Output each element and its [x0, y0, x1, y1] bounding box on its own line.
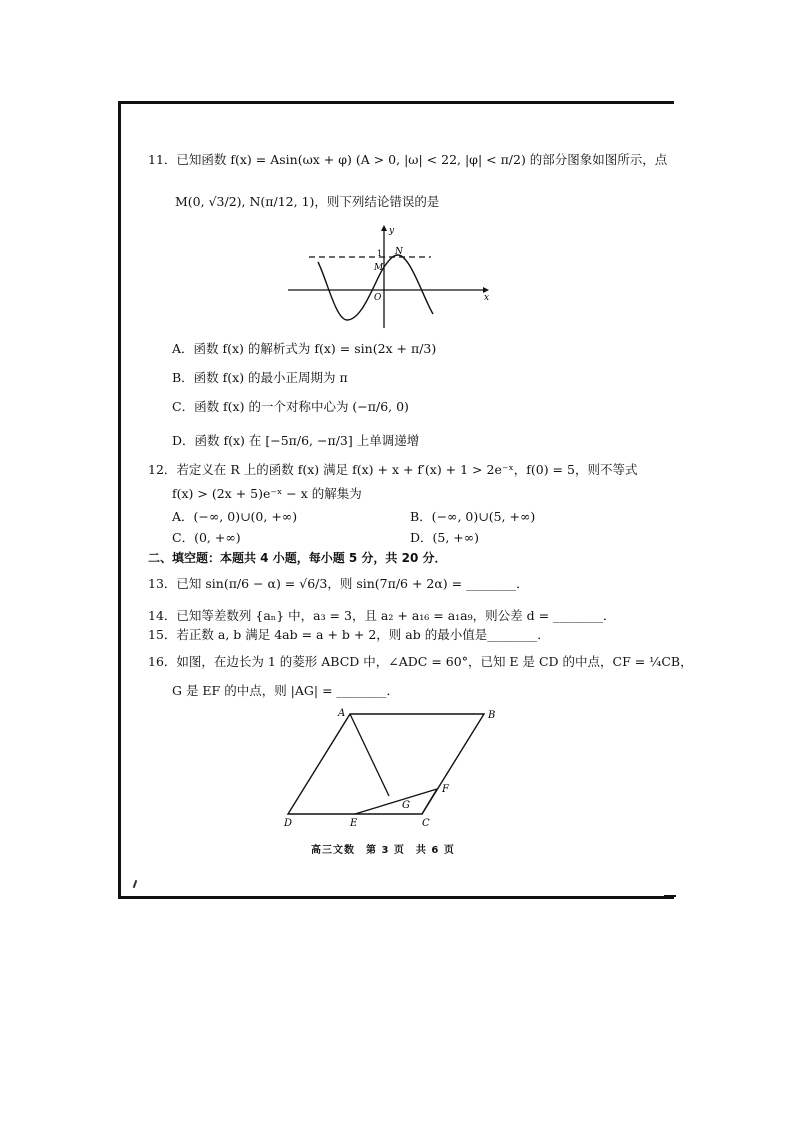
q11-stem: 11．已知函数 f(x) = Asin(ωx + φ) (A > 0, |ω| < 22, |φ| < π/2) 的部分图象如图所示，点 [148, 152, 668, 167]
q11-option-a: A．函数 f(x) 的解析式为 f(x) = sin(2x + π/3) [172, 341, 437, 356]
label-N: N [395, 247, 403, 257]
q13: 13．已知 sin(π/6 − α) = √6/3，则 sin(7π/6 + 2α) = ________． [148, 576, 529, 591]
vertex-B: B [488, 710, 496, 721]
point-G: G [402, 800, 410, 811]
q11-points: M(0, √3/2), N(π/12, 1)，则下列结论错误的是 [175, 194, 440, 209]
label-M: M [374, 263, 384, 273]
scan-border-top [118, 101, 674, 104]
q12-stem: 12．若定义在 R 上的函数 f(x) 满足 f(x) + x + f′(x) + 1 > 2e⁻ˣ，f(0) = 5，则不等式 [148, 462, 638, 477]
scan-border-left [118, 101, 121, 899]
scan-border-bottom [118, 896, 674, 899]
scan-speck [133, 880, 138, 888]
vertex-A: A [338, 708, 346, 719]
q12-option-a: A．(−∞, 0)∪(0, +∞) [172, 509, 298, 524]
vertex-D: D [284, 818, 293, 829]
label-y: y [389, 226, 395, 236]
section-fill-in-heading: 二、填空题：本题共 4 小题，每小题 5 分，共 20 分． [148, 551, 447, 565]
q12-option-b: B．(−∞, 0)∪(5, +∞) [410, 509, 536, 524]
y-axis-arrow [381, 225, 387, 231]
point-F: F [442, 784, 449, 795]
q11-option-d: D．函数 f(x) 在 [−5π/6, −π/3] 上单调递增 [172, 433, 420, 448]
label-x: x [484, 293, 490, 303]
q12-option-d: D．(5, +∞) [410, 530, 480, 545]
q11-sine-graph [285, 222, 495, 334]
q14: 14．已知等差数列 {aₙ} 中，a₃ = 3，且 a₂ + a₁₆ = a₁a₉，则公差 d = ________． [148, 608, 616, 623]
point-E: E [350, 818, 358, 829]
label-one: 1 [377, 249, 383, 258]
q15: 15．若正数 a, b 满足 4ab = a + b + 2，则 ab 的最小值是________． [148, 627, 550, 642]
q16-rhombus-figure [278, 700, 508, 832]
q11-option-c: C．函数 f(x) 的一个对称中心为 (−π/6, 0) [172, 399, 409, 414]
segment-AG [350, 714, 389, 796]
page-footer: 高三文数 第 3 页 共 6 页 [311, 845, 455, 856]
vertex-C: C [422, 818, 430, 829]
scan-mark [664, 895, 676, 897]
label-O: O [374, 293, 382, 303]
q12-inequality: f(x) > (2x + 5)e⁻ˣ − x 的解集为 [172, 486, 362, 501]
q12-option-c: C．(0, +∞) [172, 530, 241, 545]
q11-option-b: B．函数 f(x) 的最小正周期为 π [172, 370, 348, 385]
q16-stem: 16．如图，在边长为 1 的菱形 ABCD 中，∠ADC = 60°，已知 E 是 CD 的中点，CF = ¼CB， [148, 654, 693, 669]
rhombus-ABCD [288, 714, 484, 814]
q16-question: G 是 EF 的中点，则 |AG| = ________． [172, 683, 400, 698]
